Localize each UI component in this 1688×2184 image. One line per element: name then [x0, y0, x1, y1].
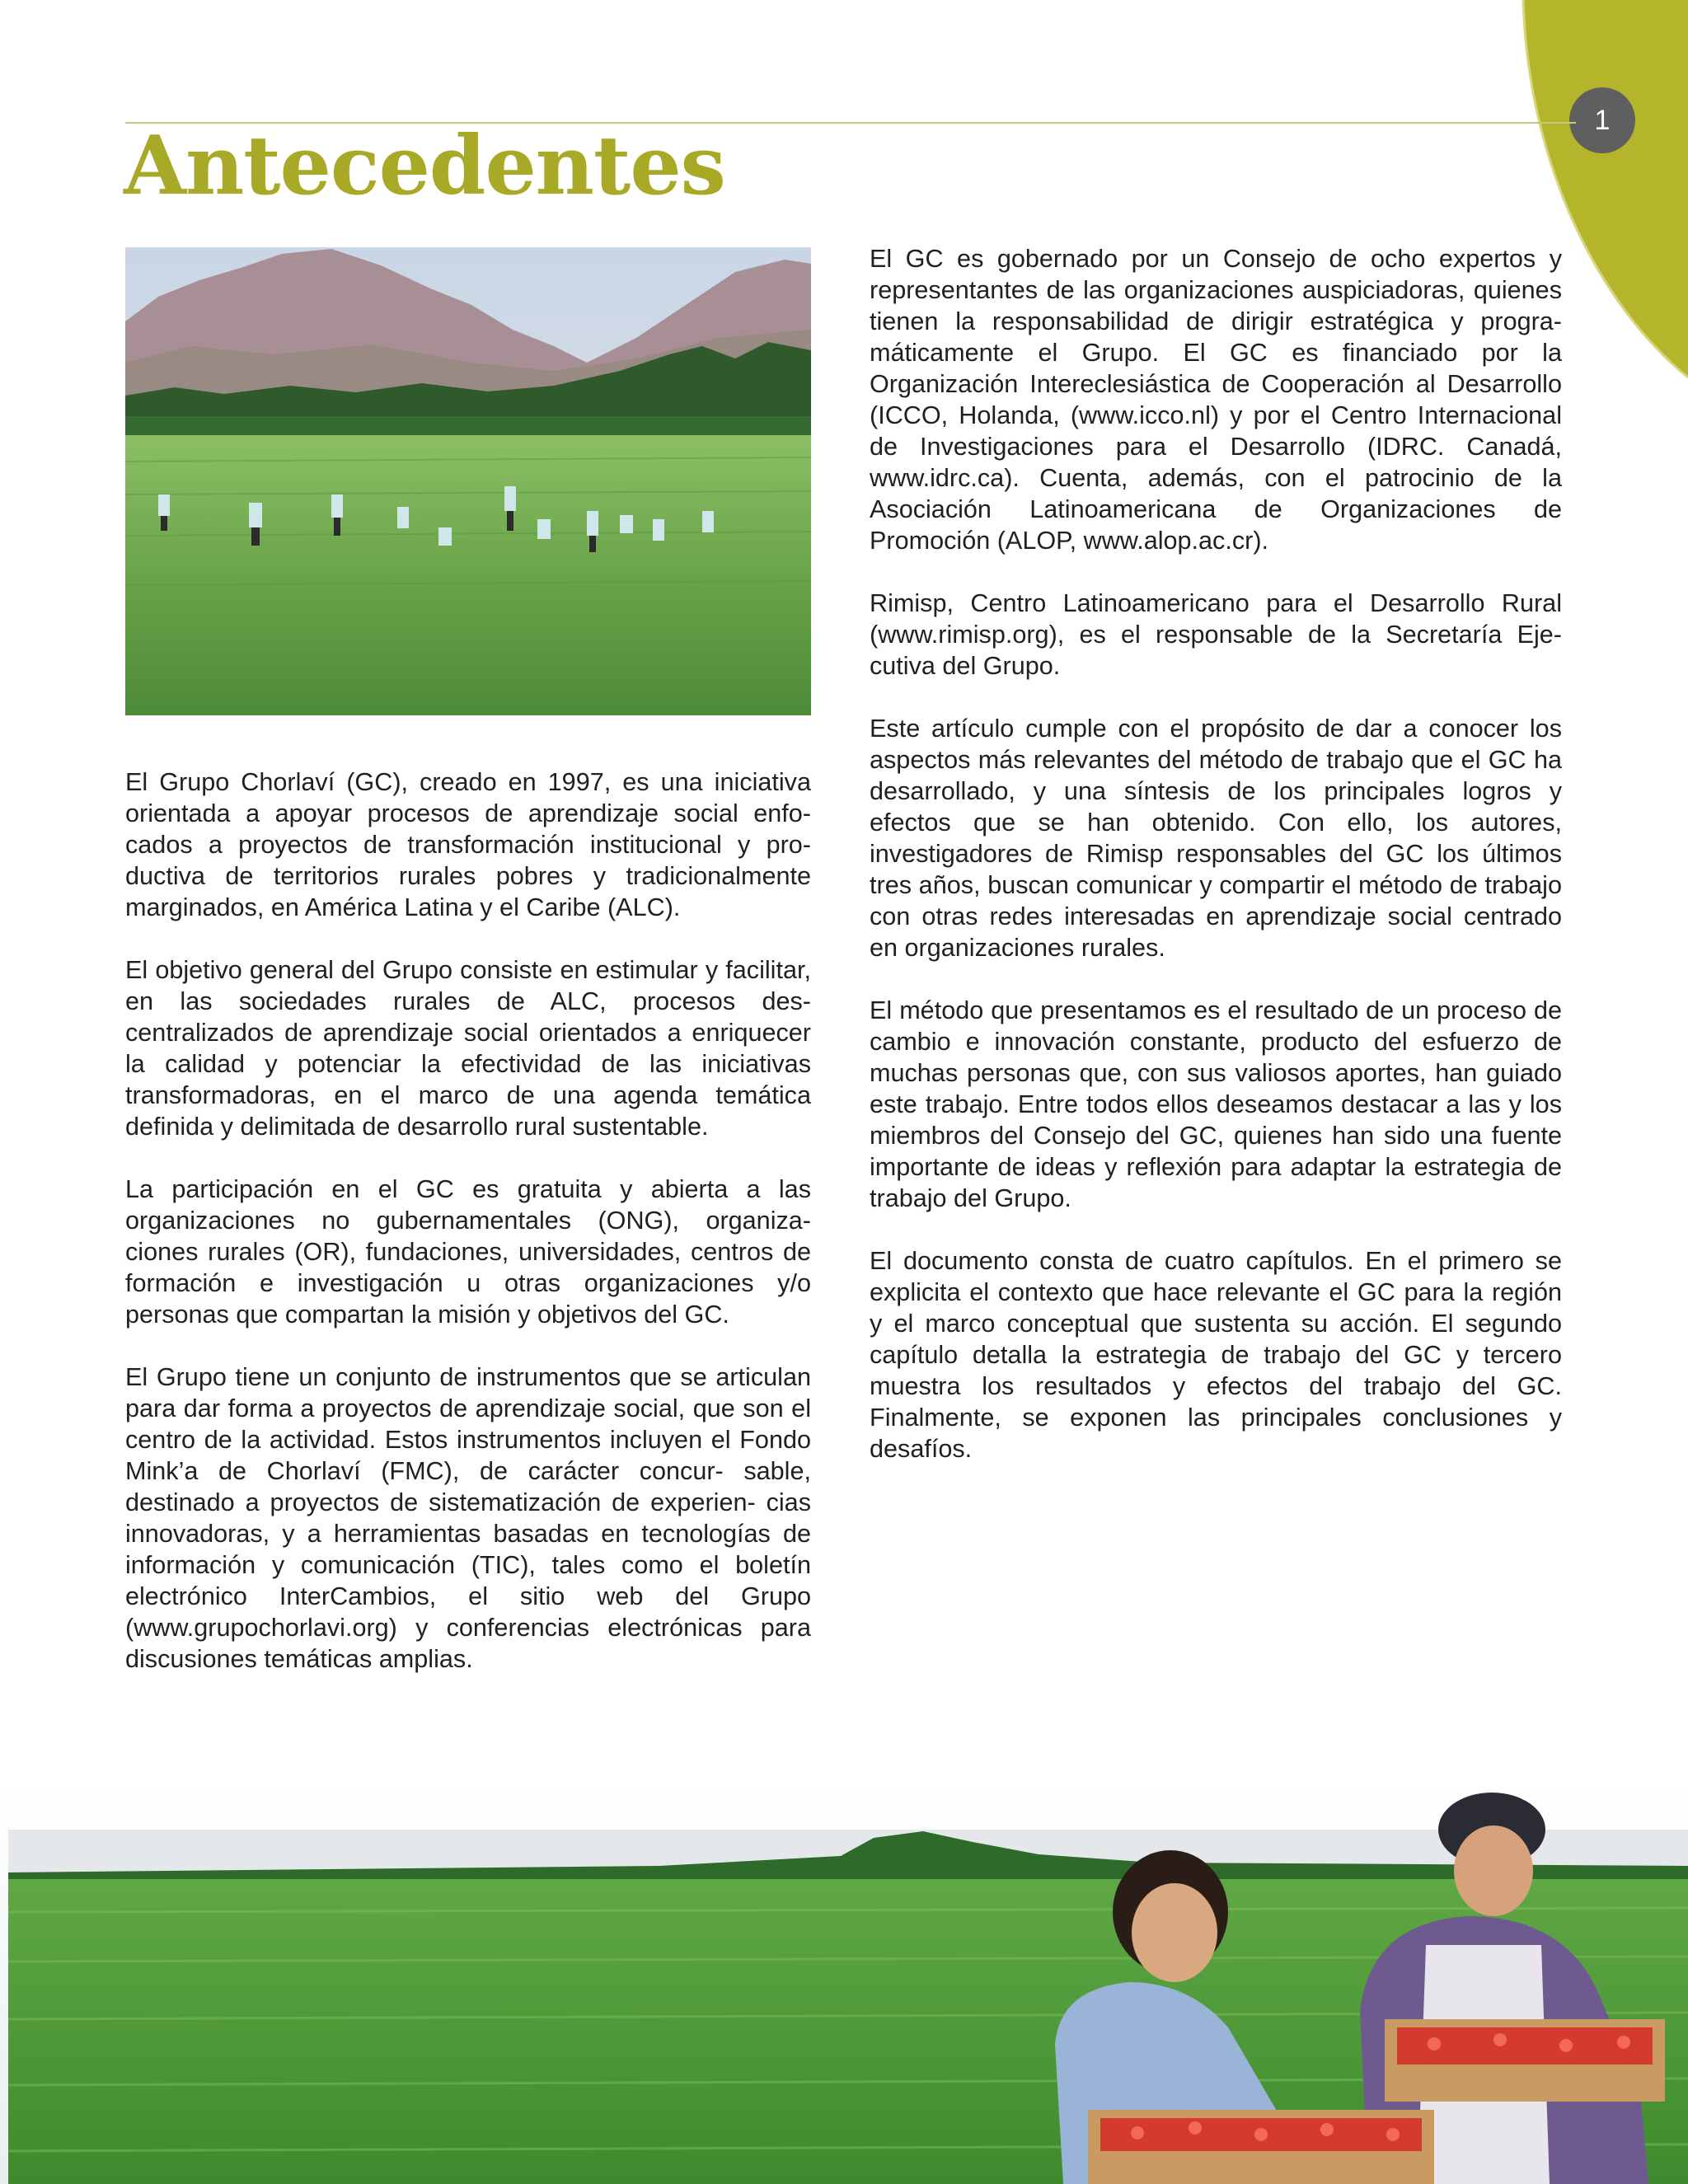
page-number-badge: 1	[1569, 87, 1635, 153]
right-text-column	[870, 243, 1562, 1465]
page-title: Antecedentes	[124, 119, 725, 213]
paragraph: El método que presentamos es el resultado de un proceso de cambio e innovación constante, producto del esfuerzo de muchas personas que, con sus valiosos aportes, han guiado este trabajo. Entre todos ellos deseamos destacar a las y los miembros del Consejo del GC, quienes han sido una fuente importante de ideas y reflexión para adaptar la estrategia de trabajo del Grupo.	[870, 996, 1562, 1212]
paragraph: Este artículo cumple con el propósito de dar a conocer los aspectos más relevantes del método de trabajo que el GC ha desarrollado, y una síntesis de los principales logros y efectos que se han obtenido. Con ello, los autores, investigadores de Rimisp responsables del GC los últimos tres años, buscan comunicar y compartir el método de trabajo con otras redes interesadas en aprendizaje social centrado en organizaciones rurales.	[870, 715, 1562, 962]
women-strawberry-harvest-photo	[0, 1780, 1688, 2184]
paragraph: El objetivo general del Grupo consiste en estimular y facilitar, en las sociedades rurales de ALC, procesos des- centralizados de aprendizaje social orientados a enriquecer la calidad y potenciar la efectividad de las iniciativas transformadoras, en el marco de una agenda temática definida y delimitada de desarrollo rural sustentable.	[125, 956, 811, 1141]
paragraph: El Grupo tiene un conjunto de instrumentos que se articulan para dar forma a proyectos de aprendizaje social, que son el centro de la actividad. Estos instrumentos incluyen el Fondo Mink’a de Chorlaví (FMC), de carácter concur- sable, destinado a proyectos de sistematización de experien- cias innovadoras, y a herramientas basadas en tecnologías de información y comunicación (TIC), tales como el boletín electrónico InterCambios, el sitio web del Grupo (www.grupochorlavi.org) y conferencias electrónicas para discusiones temáticas amplias.	[125, 1363, 811, 1673]
paragraph: El documento consta de cuatro capítulos. En el primero se explicita el contexto que hace relevante el GC para la región y el marco conceptual que sustenta su acción. El segundo capítulo detalla la estrategia de trabajo del GC y tercero muestra los resultados y efectos del trabajo del GC. Finalmente, se exponen las principales conclusiones y desafíos.	[870, 1247, 1562, 1463]
left-text-column	[125, 766, 811, 1675]
farm-workers-field-photo	[125, 247, 811, 715]
paragraph: El Grupo Chorlaví (GC), creado en 1997, es una iniciativa orientada a apoyar procesos de aprendizaje social enfo- cados a proyectos de transformación institucional y pro- ductiva de territorios rurales pobres y tradicionalmente marginados, en América Latina y el Caribe (ALC).	[125, 768, 811, 921]
paragraph: El GC es gobernado por un Consejo de ocho expertos y representantes de las organizaciones auspiciadoras, quienes tienen la responsabilidad de dirigir estratégica y progra-máticamente el Grupo. El GC es financiado por la Organización Intereclesiástica de Cooperación al Desarrollo (ICCO, Holanda, (www.icco.nl) y por el Centro Internacional de Investigaciones para el Desarrollo (IDRC. Canadá, www.idrc.ca). Cuenta, además, con el patrocinio de la Asociación Latinoamericana de Organizaciones de Promoción (ALOP, www.alop.ac.cr).	[870, 245, 1562, 555]
paragraph: Rimisp, Centro Latinoamericano para el Desarrollo Rural (www.rimisp.org), es el responsable de la Secretaría Eje- cutiva del Grupo.	[870, 589, 1562, 680]
paragraph: La participación en el GC es gratuita y abierta a las organizaciones no gubernamentales (ONG), organiza- ciones rurales (OR), fundaciones, universidades, centros de formación e investigación u otras organizaciones y/o personas que compartan la misión y objetivos del GC.	[125, 1175, 811, 1329]
